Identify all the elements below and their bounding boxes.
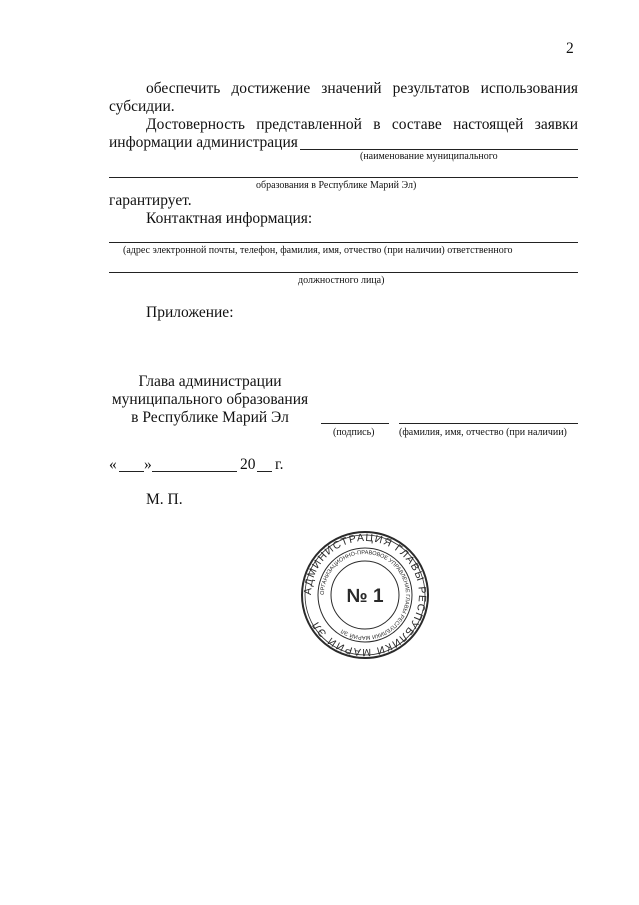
stamp-inner-text: ОРГАНИЗАЦИОННО-ПРАВОВОЕ УПРАВЛЕНИЕ ГЛАВЫ РЕСПУБЛИКИ МАРИЙ ЭЛ (319, 549, 411, 641)
page-number: 2 (566, 40, 574, 57)
administration-name-line (300, 149, 578, 150)
official-stamp (300, 530, 430, 660)
contact-caption-1: (адрес электронной почты, телефон, фамилия, имя, отчество (при наличии) ответственного (123, 245, 513, 256)
paragraph-1-line-1: обеспечить достижение значений результатов использования (146, 80, 578, 97)
signature-line (321, 423, 389, 424)
date-year-line (257, 471, 272, 472)
contact-line-2 (109, 272, 578, 273)
contact-caption-2: должностного лица) (298, 275, 385, 286)
signature-caption: (подпись) (333, 427, 375, 438)
signatory-line-2: муниципального образования (111, 391, 309, 408)
signatory-line-1: Глава администрации (138, 373, 282, 390)
stamp-outer-text: АДМИНИСТРАЦИЯ ГЛАВЫ РЕСПУБЛИКИ МАРИЙ ЭЛ (301, 531, 429, 659)
contact-label: Контактная информация: (146, 210, 313, 227)
seal-place-label: М. П. (146, 491, 183, 508)
stamp-number: № 1 (346, 586, 384, 607)
attachment-label: Приложение: (146, 304, 234, 321)
name-line (399, 423, 578, 424)
date-year-suffix: г. (275, 456, 284, 473)
name-caption: (фамилия, имя, отчество (при наличии) (399, 427, 567, 438)
contact-line-1 (109, 242, 578, 243)
paragraph-1-line-2: субсидии. (109, 98, 175, 115)
administration-name-caption-1: (наименование муниципального (360, 151, 498, 162)
date-day-line (119, 471, 144, 472)
signatory-line-3: в Республике Марий Эл (131, 409, 289, 426)
date-year-prefix: 20 (240, 456, 256, 473)
paragraph-2-line-2: информации администрация (109, 134, 298, 151)
date-close-quote: » (144, 456, 152, 473)
paragraph-2-line-3: гарантирует. (109, 192, 192, 209)
administration-name-caption-2: образования в Республике Марий Эл) (256, 180, 417, 191)
date-open-quote: « (109, 456, 117, 473)
administration-name-line-2 (109, 177, 578, 178)
date-month-line (152, 471, 237, 472)
paragraph-2-line-1: Достоверность представленной в составе настоящей заявки (146, 116, 578, 133)
